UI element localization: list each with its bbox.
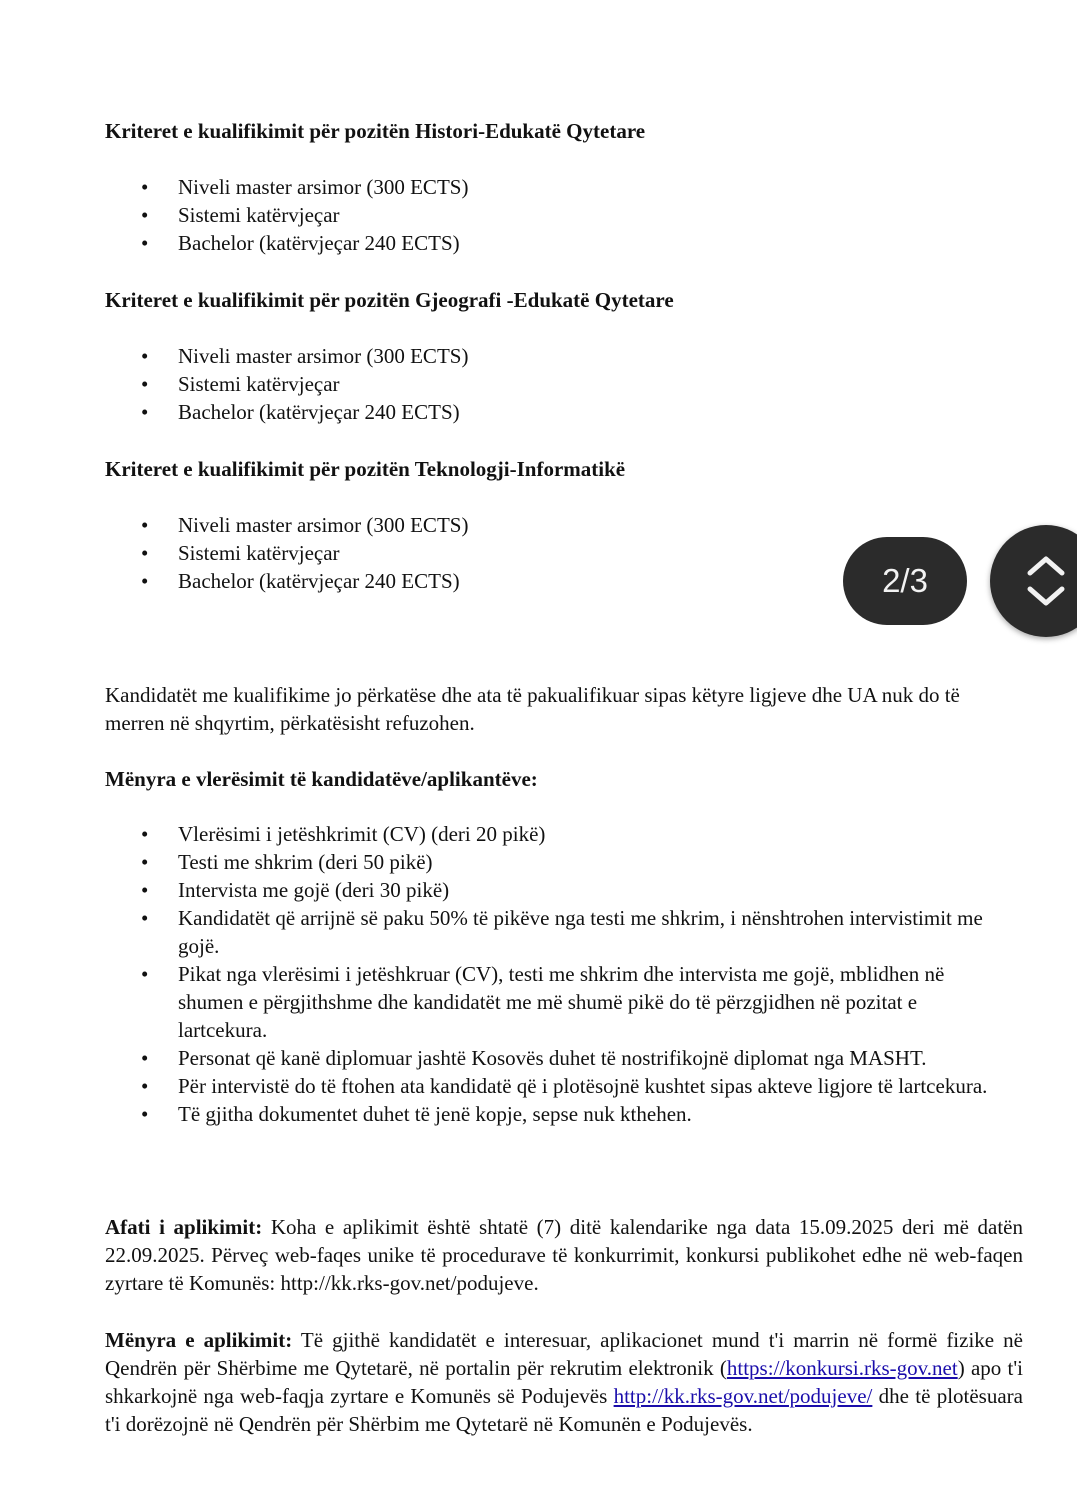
list-item: • Për intervistë do të ftohen ata kandidatë që i plotësojnë kushtet sipas akteve ligjore të lartcekura. [141,1074,988,1098]
bullet-icon: • [141,203,149,227]
bullet-icon: • [141,962,149,986]
list-item: • Sistemi katërvjeçar [141,372,340,396]
application-text: ) apo t'i shkarkojnë nga web-faqja zyrtare e Komunës së Podujevës [105,1356,1023,1408]
list-item: • Bachelor (katërvjeçar 240 ECTS) [141,400,460,424]
bullet-icon: • [141,1046,149,1070]
list-item: • Niveli master arsimor (300 ECTS) [141,344,469,368]
list-item: • Bachelor (katërvjeçar 240 ECTS) [141,231,460,255]
rejection-note: Kandidatët me kualifikime jo përkatëse dhe ata të pakualifikuar sipas këtyre ligjeve dhe UA nuk do të merren në shqyrtim, përkatësisht refuzohen. [105,683,960,735]
bullet-icon: • [141,400,149,424]
list-item: • Intervista me gojë (deri 30 pikë) [141,878,450,902]
criteria-list-histori [105,173,1008,257]
list-item: • Pikat nga vlerësimi i jetëshkruar (CV), testi me shkrim dhe intervista me gojë, mblidhen në shumen e përgjithshme dhe kandidatët me më shumë pikë do të përzgjidhen në pozitat e lartcekura. [141,962,945,1042]
bullet-icon: • [141,231,149,255]
bullet-icon: • [141,344,149,368]
bullet-icon: • [141,906,149,930]
list-item: • Sistemi katërvjeçar [141,203,340,227]
list-item: • Testi me shkrim (deri 50 pikë) [141,850,433,874]
chevron-up-down-icon [1020,551,1072,611]
section-heading-histori: Kriteret e kualifikimit për pozitën Histori-Edukatë Qytetare [105,119,646,143]
criteria-list-gjeografi [105,342,1008,426]
bullet-icon: • [141,372,149,396]
list-item: • Sistemi katërvjeçar [141,541,340,565]
bullet-icon: • [141,541,149,565]
bullet-icon: • [141,513,149,537]
section-heading-gjeografi: Kriteret e kualifikimit për pozitën Gjeografi -Edukatë Qytetare [105,288,674,312]
bullet-icon: • [141,175,149,199]
list-item: • Niveli master arsimor (300 ECTS) [141,175,469,199]
bullet-icon: • [141,1102,149,1126]
deadline-label: Afati i aplikimit: [105,1215,263,1239]
bullet-icon: • [141,878,149,902]
bullet-icon: • [141,822,149,846]
deadline-text: Koha e aplikimit është shtatë (7) ditë kalendarike nga data 15.09.2025 deri më datën 22.09.2025. Përveç web-faqes unike të procedurave të konkurrimit, konkursi publikohet edhe në web-faqen zyrtare të Komunës: http://kk.rks-gov.net/podujeve. [105,1215,1024,1295]
list-item: • Bachelor (katërvjeçar 240 ECTS) [141,569,460,593]
application-paragraph [105,1326,1023,1438]
bullet-icon: • [141,569,149,593]
list-item: • Të gjitha dokumentet duhet të jenë kopje, sepse nuk kthehen. [141,1102,692,1126]
konkursi-portal-link[interactable]: https://konkursi.rks-gov.net [726,1356,958,1380]
list-item: • Vlerësimi i jetëshkrimit (CV) (deri 20 pikë) [141,822,546,846]
application-text: dhe të plotësuara t'i dorëzojnë në Qendrën për Shërbim me Qytetarë në Komunën e Podujevës. [105,1384,1023,1436]
list-item: • Kandidatët që arrijnë së paku 50% të pikëve nga testi me shkrim, i nënshtrohen intervistimit me gojë. [141,906,983,958]
section-heading-teknologji: Kriteret e kualifikimit për pozitën Teknologji-Informatikë [105,457,626,481]
evaluation-heading: Mënyra e vlerësimit të kandidatëve/aplikantëve: [105,767,538,791]
evaluation-list [105,820,1008,1128]
bullet-icon: • [141,850,149,874]
list-item: • Personat që kanë diplomuar jashtë Kosovës duhet të nostrifikojnë diplomat nga MASHT. [141,1046,927,1070]
application-label: Mënyra e aplikimit: [105,1328,293,1352]
application-text: Të gjithë kandidatët e interesuar, aplikacionet mund t'i marrin në formë fizike në Qendrën për Shërbime me Qytetarë, në portalin për rekrutim elektronik ( [105,1328,1023,1380]
municipality-website-link[interactable]: http://kk.rks-gov.net/podujeve/ [613,1384,873,1408]
bullet-icon: • [141,1074,149,1098]
list-item: • Niveli master arsimor (300 ECTS) [141,513,469,537]
deadline-paragraph [105,1213,1023,1297]
page-indicator: 2/3 [843,537,967,625]
